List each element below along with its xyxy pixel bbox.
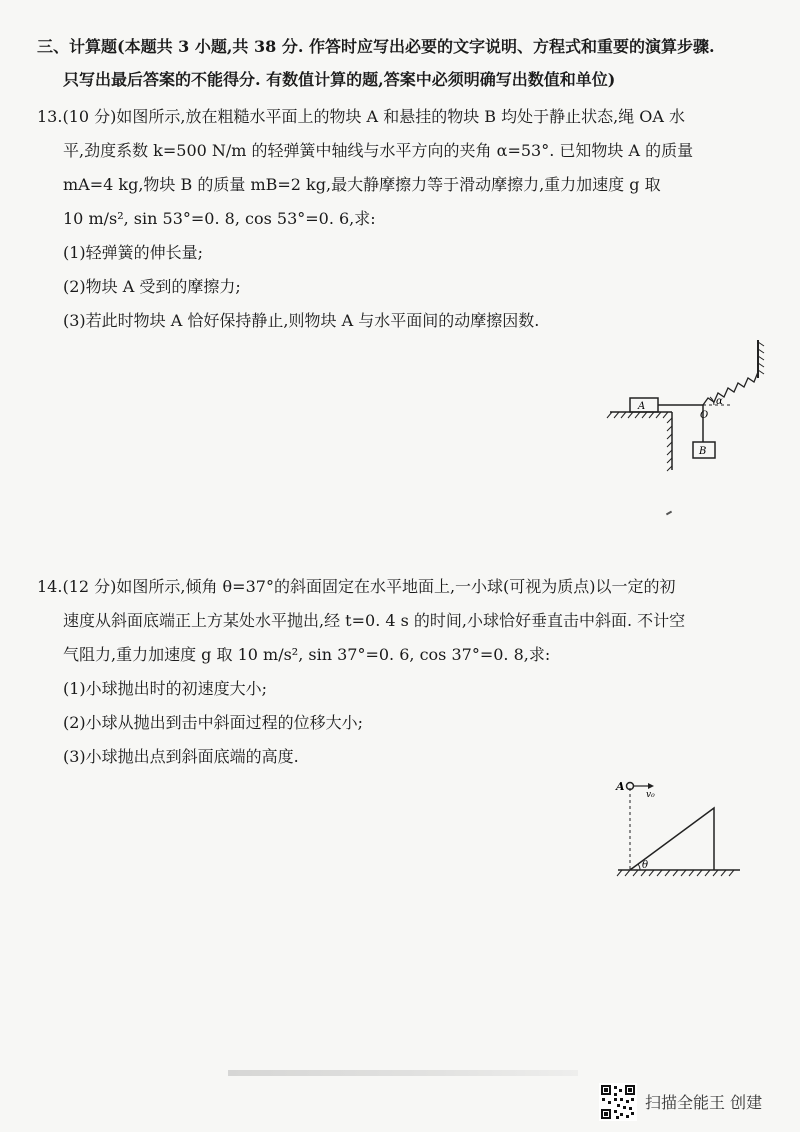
- stray-mark: [666, 511, 672, 516]
- q13-table-hatch: [607, 412, 668, 418]
- q14-figure: [610, 770, 750, 890]
- q13-line-2: 平,劲度系数 k=500 N/m 的轻弹簧中轴线与水平方向的夹角 α=53°. 已知物块 A 的质量: [63, 141, 694, 160]
- section-heading-line-1: 三、计算题(本题共 3 小题,共 38 分. 作答时应写出必要的文字说明、方程式和重要的演算步骤.: [37, 37, 715, 56]
- section-heading-line-2: 只写出最后答案的不能得分. 有数值计算的题,答案中必须明确写出数值和单位): [63, 70, 616, 89]
- q14-sub-3: (3)小球抛出点到斜面底端的高度.: [63, 747, 299, 766]
- q13-line-1: 13.(10 分)如图所示,放在粗糙水平面上的物块 A 和悬挂的物块 B 均处于静止状态,绳 OA 水: [37, 107, 686, 126]
- q14-label-v0: v₀: [646, 790, 655, 800]
- q13-sub-2: (2)物块 A 受到的摩擦力;: [63, 277, 241, 296]
- q14-sub-1: (1)小球抛出时的初速度大小;: [63, 679, 268, 698]
- q13-sub-1: (1)轻弹簧的伸长量;: [63, 243, 204, 262]
- q13-label-alpha: α: [716, 396, 723, 407]
- q13-line-3: mA=4 kg,物块 B 的质量 mB=2 kg,最大静摩擦力等于滑动摩擦力,重力加速度 g 取: [63, 175, 661, 194]
- q14-line-3: 气阻力,重力加速度 g 取 10 m/s², sin 37°=0. 6, cos 37°=0. 8,求:: [63, 645, 551, 664]
- q13-spring: [703, 372, 758, 405]
- q13-label-A: A: [638, 401, 646, 412]
- q13-figure: [590, 330, 770, 480]
- q14-line-2: 速度从斜面底端正上方某处水平抛出,经 t=0. 4 s 的时间,小球恰好垂直击中斜面. 不计空: [63, 611, 686, 630]
- qr-code-icon: [599, 1083, 637, 1121]
- q13-label-B: B: [699, 446, 707, 457]
- q14-sub-2: (2)小球从抛出到击中斜面过程的位移大小;: [63, 713, 364, 732]
- faint-footer-bar: [228, 1070, 578, 1076]
- q13-sub-3: (3)若此时物块 A 恰好保持静止,则物块 A 与水平面间的动摩擦因数.: [63, 311, 540, 330]
- q14-arrow-head: [648, 783, 654, 789]
- q13-label-O: O: [700, 410, 709, 421]
- q14-theta-arc: [638, 864, 640, 870]
- scanner-watermark-text: 扫描全能王 创建: [645, 1093, 763, 1112]
- q14-label-A: A: [616, 780, 625, 793]
- q14-ground-hatch: [617, 870, 734, 876]
- q14-label-theta: θ: [642, 860, 649, 871]
- q13-line-4: 10 m/s², sin 53°=0. 8, cos 53°=0. 6,求:: [63, 209, 376, 228]
- q14-line-1: 14.(12 分)如图所示,倾角 θ=37°的斜面固定在水平地面上,一小球(可视为质点)以一定的初: [37, 577, 676, 596]
